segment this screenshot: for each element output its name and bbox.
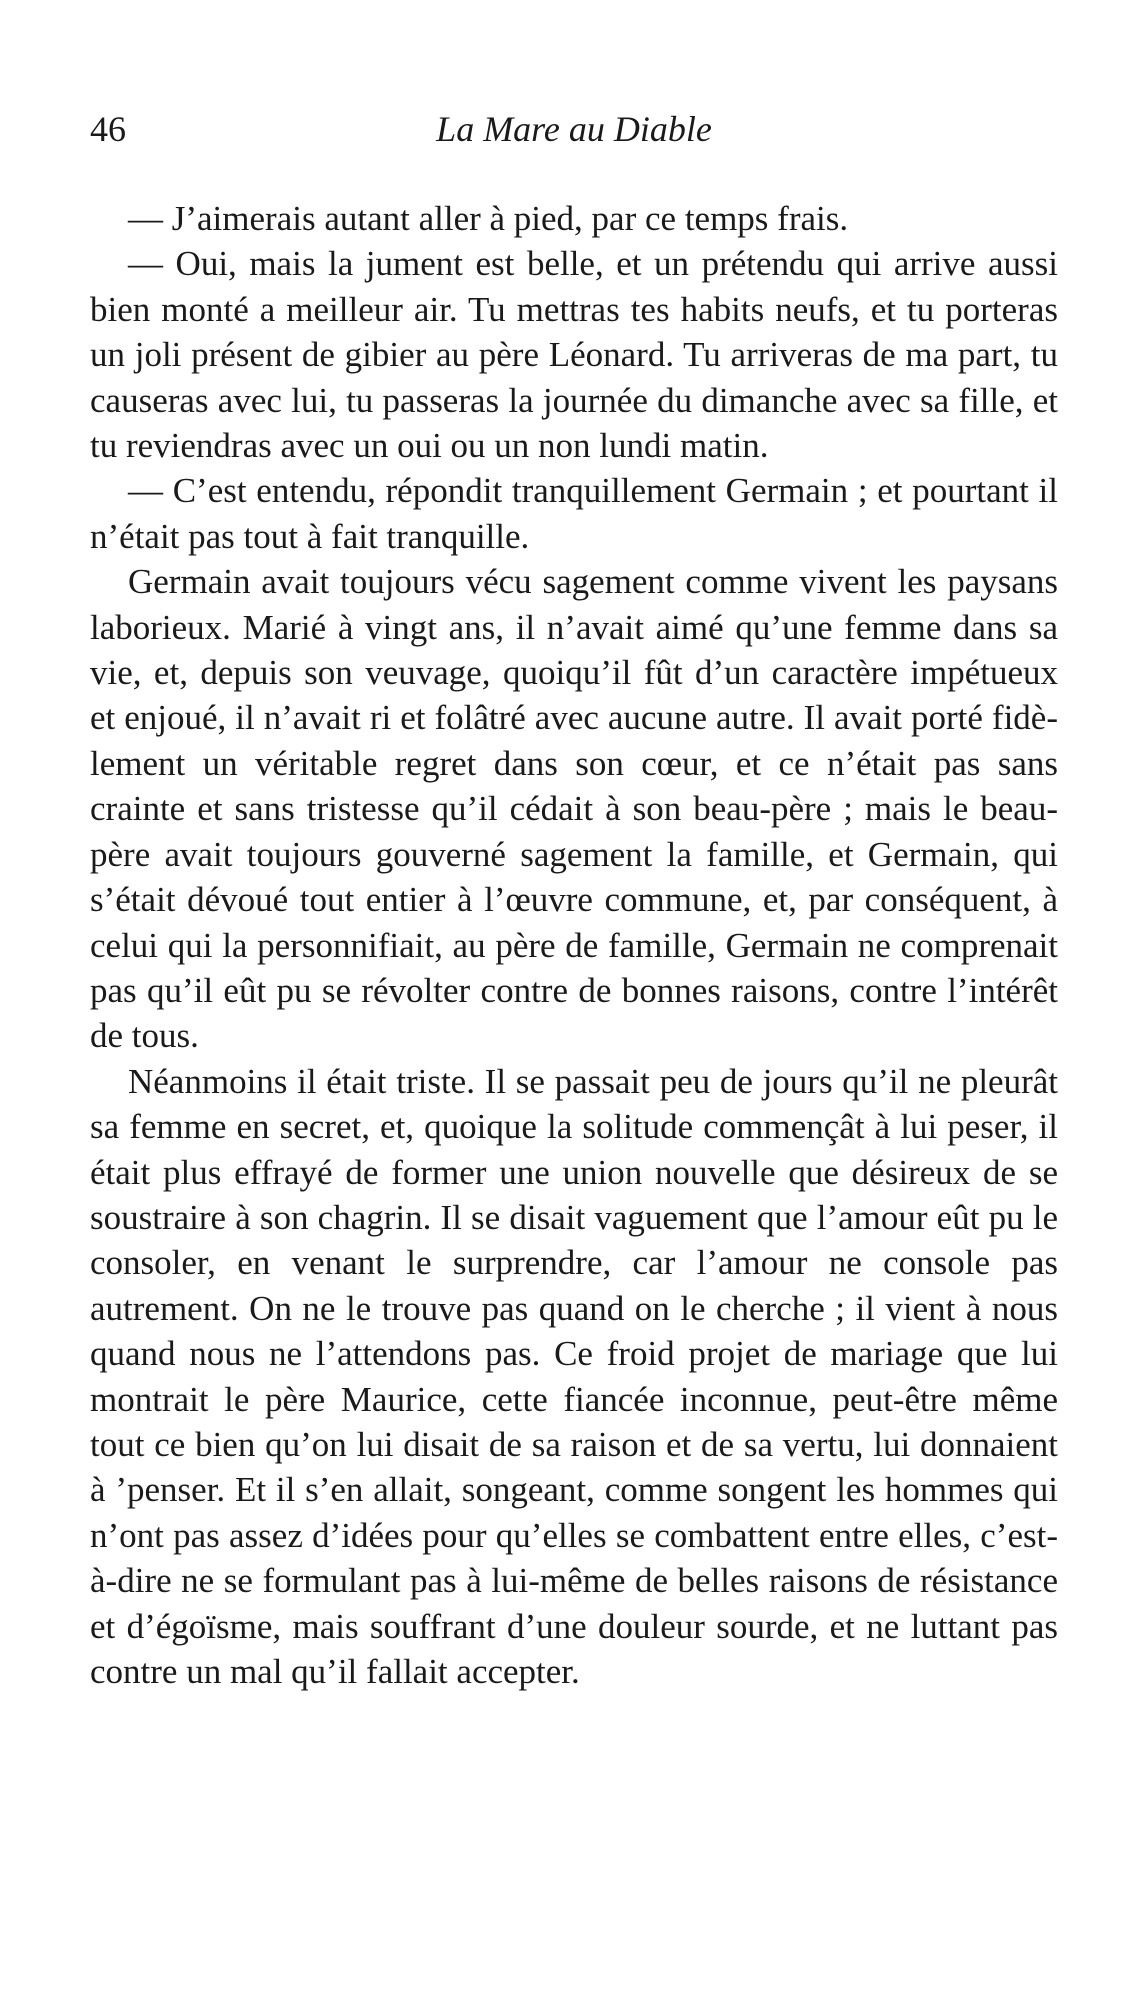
page-number: 46 bbox=[90, 109, 126, 149]
paragraph: — J’aimerais autant aller à pied, par ce temps frais. bbox=[128, 199, 849, 238]
body-text bbox=[90, 196, 1058, 1694]
paragraph: — Oui, mais la jument est belle, et un prétendu qui arrive aussi bien monté a meilleur air. Tu mettras tes habits neufs, et tu porteras un joli présent de gibier au père Léonard. Tu arriveras de ma part, tu causeras avec lui, tu passeras la journée du dimanche avec sa fille, et tu reviendras avec un oui ou un non lundi matin. bbox=[90, 244, 1058, 466]
paragraph: Germain avait toujours vécu sagement comme vivent les paysans laborieux. Marié à vingt ans, il n’avait aimé qu’une femme dans sa vie, et, depuis son veuvage, quoiqu’il fût d’un caractère impétueux et enjoué, il n’avait ri et folâtré avec aucune autre. Il avait porté fidèlement un véritable regret dans son cœur, et ce n’était pas sans crainte et sans tristesse qu’il cédait à son beau-père ; mais le beau-père avait toujours gouverné sagement la famille, et Germain, qui s’était dévoué tout entier à l’œuvre commune, et, par conséquent, à celui qui la personnifiait, au père de famille, Germain ne comprenait pas qu’il eût pu se révolter contre de bonnes raisons, contre l’intérêt de tous. bbox=[90, 562, 1058, 1056]
paragraph: — C’est entendu, répondit tranquillement Germain ; et pourtant il n’était pas tout à fait tranquille. bbox=[90, 471, 1058, 556]
book-page bbox=[90, 100, 1058, 1694]
running-title: La Mare au Diable bbox=[436, 109, 712, 149]
page-header bbox=[90, 100, 1058, 160]
paragraph: Néanmoins il était triste. Il se passait peu de jours qu’il ne pleurât sa femme en secret, et, quoique la solitude commençât à lui peser, il était plus effrayé de former une union nouvelle que désireux de se soustraire à son chagrin. Il se disait vaguement que l’amour eût pu le consoler, en venant le surprendre, car l’amour ne console pas autrement. On ne le trouve pas quand on le cherche ; il vient à nous quand nous ne l’attendons pas. Ce froid projet de mariage que lui montrait le père Maurice, cette fiancée inconnue, peut-être même tout ce bien qu’on lui disait de sa raison et de sa vertu, lui donnaient à ’penser. Et il s’en allait, songeant, comme songent les hommes qui n’ont pas assez d’idées pour qu’elles se combattent entre elles, c’est-à-dire ne se formulant pas à lui-même de belles raisons de résistance et d’égoïsme, mais souffrant d’une douleur sourde, et ne luttant pas contre un mal qu’il fallait accepter. bbox=[90, 1061, 1058, 1691]
